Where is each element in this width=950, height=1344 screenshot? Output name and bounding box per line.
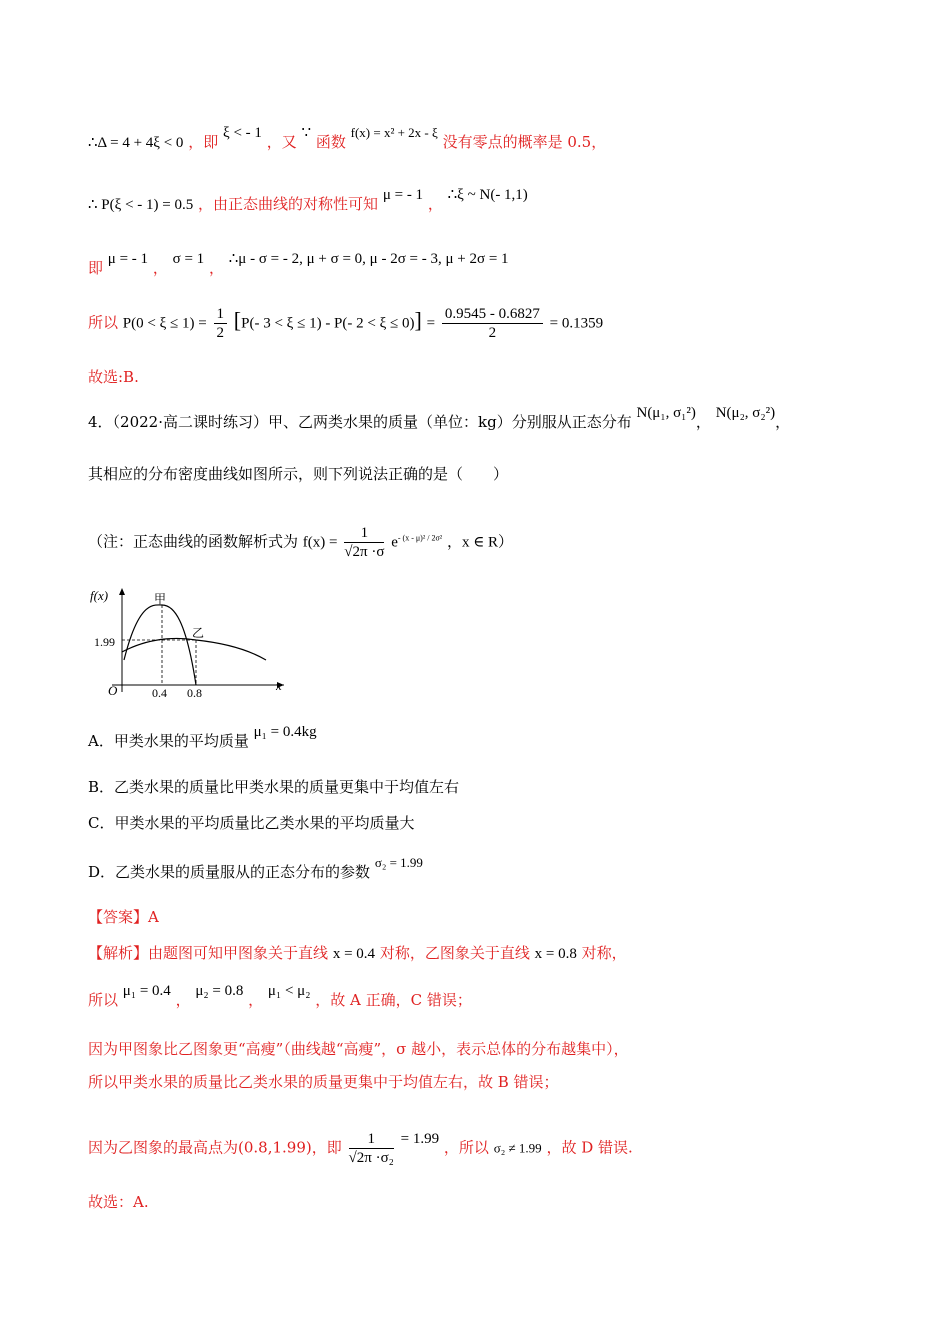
math-delta: ∴Δ = 4 + 4ξ < 0 [88, 135, 184, 151]
text: ， [248, 991, 264, 1009]
text: （注：正态曲线的函数解析式为 [88, 532, 299, 551]
math: N(μ₁, σ₁²) [636, 405, 696, 421]
text: 函数 [315, 133, 346, 151]
math: σ₂ ≠ 1.99 [493, 1140, 542, 1156]
text: ， [175, 991, 191, 1009]
x-tick-0-4: 0.4 [152, 686, 167, 700]
text: 对称，乙图象关于直线 [379, 944, 530, 962]
analysis-line-3: 因为甲图象比乙图象更“高瘦”（曲线越“高瘦”，σ 越小，表示总体的分布越集中）， [88, 1040, 629, 1058]
math: = 0.1359 [549, 315, 604, 332]
math: ∴μ - σ = - 2, μ + σ = 0, μ - 2σ = - 3, μ + 2σ = 1 [228, 251, 509, 267]
solution-line-2 [88, 187, 528, 215]
text: ，故 A 正确，C 错误； [315, 991, 472, 1009]
math: = 1.99 [400, 1130, 440, 1147]
text: ，即 [188, 133, 219, 151]
math-function: f(x) = x² + 2x - ξ [350, 125, 438, 140]
origin-label: O [108, 683, 118, 698]
answer-label: 【答案】A [88, 908, 159, 926]
option-d-text: D．乙类水果的质量服从的正态分布的参数 [88, 863, 371, 881]
bracket-left: [ [233, 307, 242, 333]
option-d [88, 855, 423, 883]
denominator: 2 [216, 325, 224, 341]
fraction-half [214, 305, 228, 342]
option-b: B．乙类水果的质量比甲类水果的质量更集中于均值左右 [88, 778, 460, 796]
text: ， [695, 413, 711, 431]
analysis-line-1 [88, 943, 627, 964]
solution-line-4 [88, 305, 603, 342]
denominator: 2 [488, 325, 497, 341]
analysis-label: 【解析】 [88, 944, 149, 962]
density-graph [84, 580, 304, 705]
text: 所以 [88, 991, 119, 1009]
text: ， [427, 195, 443, 213]
text: 所以 [88, 313, 119, 332]
denominator: √2π ·σ₂ [348, 1150, 394, 1166]
analysis-line-5 [88, 1130, 633, 1167]
bracket-right: ] [414, 307, 422, 333]
question-source: （2022·高二课时练习） [112, 413, 268, 431]
question-4-line-2: 其相应的分布密度曲线如图所示，则下列说法正确的是（ ） [88, 465, 509, 483]
exponent: - (x - μ)² / 2σ² [397, 533, 443, 543]
math: x = 0.8 [534, 946, 577, 962]
math: f(x) = [302, 534, 338, 551]
text: 甲、乙两类水果的质量（单位：kg）分别服从正态分布 [268, 413, 632, 431]
text: 对称， [581, 944, 627, 962]
label-yi: 乙 [192, 626, 205, 640]
text: ，所以 [443, 1138, 489, 1157]
math: ∵ [301, 125, 312, 141]
text: ，故 D 错误. [546, 1138, 633, 1157]
option-c: C．甲类水果的平均质量比乙类水果的平均质量大 [88, 814, 415, 832]
math: N(μ₂, σ₂²) [715, 405, 776, 421]
fraction-sigma2 [349, 1130, 394, 1167]
analysis-line-2 [88, 983, 472, 1011]
y-axis-label: f(x) [90, 588, 109, 603]
text: 即 [88, 259, 104, 277]
text: 因为乙图象的最高点为(0.8,1.99)，即 [88, 1138, 342, 1157]
option-a [88, 724, 317, 752]
text: ， [152, 259, 168, 277]
math: e [391, 534, 398, 551]
math: μ = - 1 [382, 187, 424, 203]
y-axis-arrow [119, 588, 125, 595]
label-jia: 甲 [154, 592, 167, 606]
text: ，又 [266, 133, 297, 151]
math: μ = - 1 [107, 251, 149, 267]
fraction-density [344, 524, 384, 561]
text: 没有零点的概率是 0.5， [442, 133, 607, 151]
option-a-math: μ₁ = 0.4kg [253, 724, 317, 740]
text: ，由正态曲线的对称性可知 [198, 195, 379, 213]
x-tick-0-8: 0.8 [187, 686, 202, 700]
option-a-text: A．甲类水果的平均质量 [88, 732, 249, 750]
curve-jia [124, 605, 196, 685]
y-tick-1-99: 1.99 [94, 635, 115, 649]
math: P(0 < ξ ≤ 1) = [122, 315, 207, 332]
analysis-conclusion: 故选：A. [88, 1193, 149, 1211]
math: ∴ξ ~ N(- 1,1) [447, 187, 528, 203]
question-4-note [88, 524, 513, 561]
math: ∴ P(ξ < - 1) = 0.5 [88, 197, 194, 213]
denominator: √2π ·σ [344, 544, 385, 560]
question-number: 4． [88, 413, 113, 431]
math: x = 0.4 [332, 946, 376, 962]
solution-conclusion: 故选:B. [88, 368, 139, 386]
analysis-line-4: 所以甲类水果的质量比乙类水果的质量更集中于均值左右，故 B 错误； [88, 1073, 559, 1091]
math: σ = 1 [172, 251, 205, 267]
text: ， [208, 259, 224, 277]
math: P(- 3 < ξ ≤ 1) - P(- 2 < ξ ≤ 0) [241, 315, 415, 332]
text: 由题图可知甲图象关于直线 [148, 944, 329, 962]
numerator: 1 [344, 524, 384, 543]
curve-yi [122, 638, 266, 660]
option-d-math: σ₂ = 1.99 [374, 855, 423, 870]
fraction-difference [442, 305, 543, 342]
text: ） [498, 532, 514, 551]
solution-line-3 [88, 251, 509, 279]
numerator: 1 [349, 1130, 394, 1149]
text: ， [775, 413, 791, 431]
numerator: 0.9545 - 0.6827 [442, 305, 543, 324]
math: μ₁ < μ₂ [267, 983, 311, 999]
math: μ₁ = 0.4 [122, 983, 171, 999]
math: μ₂ = 0.8 [195, 983, 244, 999]
math: ，x ∈ R [446, 534, 499, 551]
solution-line-1 [88, 125, 607, 153]
x-axis-label: x [276, 678, 282, 693]
math: = [426, 315, 436, 332]
numerator: 1 [214, 305, 228, 324]
question-4-line-1 [88, 405, 791, 433]
math: ξ < - 1 [223, 125, 262, 141]
